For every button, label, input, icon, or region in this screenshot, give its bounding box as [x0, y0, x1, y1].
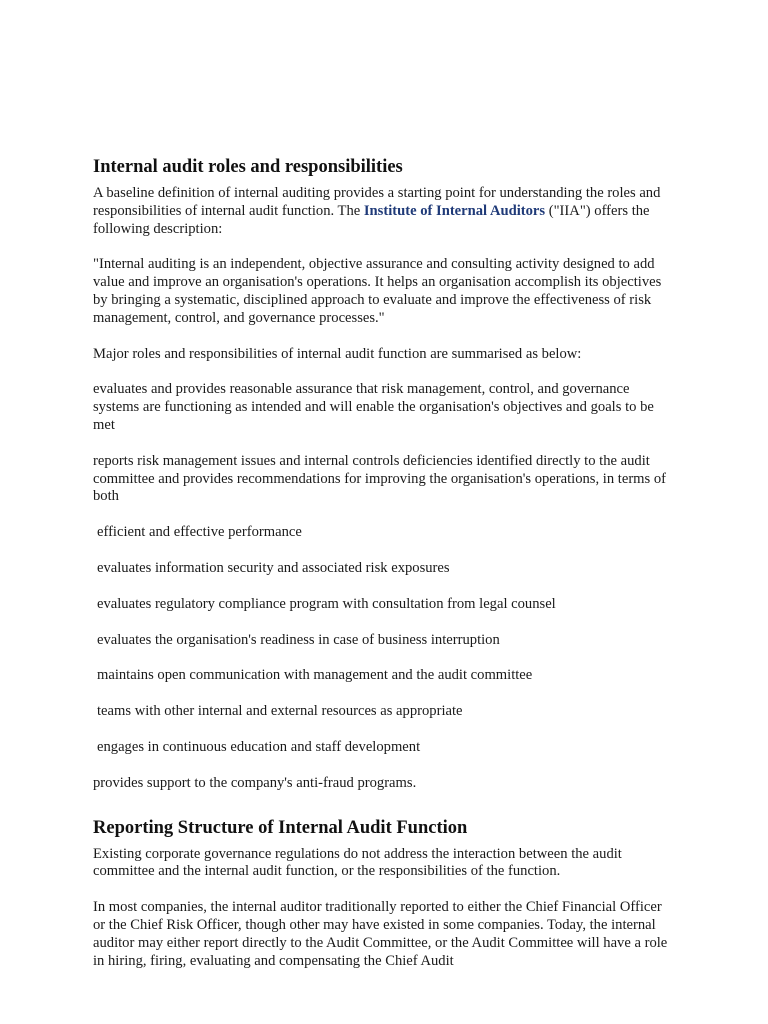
role-item: reports risk management issues and internal controls deficiencies identified directly to the audit committee and provides recommendations for improving the organisation's operations, in terms of both [93, 452, 667, 505]
roles-intro-paragraph: Major roles and responsibilities of internal audit function are summarised as below: [93, 345, 582, 362]
reporting-paragraph: Existing corporate governance regulations do not address the interaction between the audit committee and the internal audit function, or the responsibilities of the function. [93, 845, 622, 880]
iia-definition-quote: "Internal auditing is an independent, objective assurance and consulting activity designed to add value and improve an organisation's operations. It helps an organisation accomplish its objectives by bringing a systematic, disciplined approach to evaluate and improve the effectiveness of risk management, control, and governance processes." [93, 256, 662, 326]
role-item: provides support to the company's anti-fraud programs. [93, 774, 417, 791]
role-item: evaluates and provides reasonable assurance that risk management, control, and governance systems are functioning as intended and will enable the organisation's objectives and goals to be met [93, 381, 654, 433]
sub-item: evaluates regulatory compliance program with consultation from legal counsel [97, 595, 556, 612]
section-heading-roles: Internal audit roles and responsibilities [93, 157, 403, 177]
sub-item: efficient and effective performance [97, 524, 302, 541]
iia-link[interactable]: Institute of Internal Auditors [363, 202, 546, 219]
section-heading-reporting: Reporting Structure of Internal Audit Function [93, 817, 468, 838]
intro-text-start: A baseline definition of internal auditing provides a starting point for understanding the roles and responsibilities of internal audit function. The [93, 185, 661, 219]
sub-item: teams with other internal and external resources as appropriate [97, 703, 463, 720]
sub-item: maintains open communication with management and the audit committee [97, 667, 533, 684]
document-page [93, 155, 673, 970]
sub-item: evaluates information security and associated risk exposures [97, 559, 450, 576]
sub-item: engages in continuous education and staff development [97, 738, 421, 755]
intro-text-end: ("IIA") offers the following description: [93, 202, 650, 237]
reporting-paragraph: In most companies, the internal auditor traditionally reported to either the Chief Financial Officer or the Chief Risk Officer, though other may have existed in some companies. Today, the internal auditor may either report directly to the Audit Committee, or the Audit Committee will have a role in hiring, firing, evaluating and compensating the Chief Audit [93, 899, 668, 969]
sub-item: evaluates the organisation's readiness in case of business interruption [97, 631, 500, 648]
intro-paragraph [93, 185, 673, 238]
